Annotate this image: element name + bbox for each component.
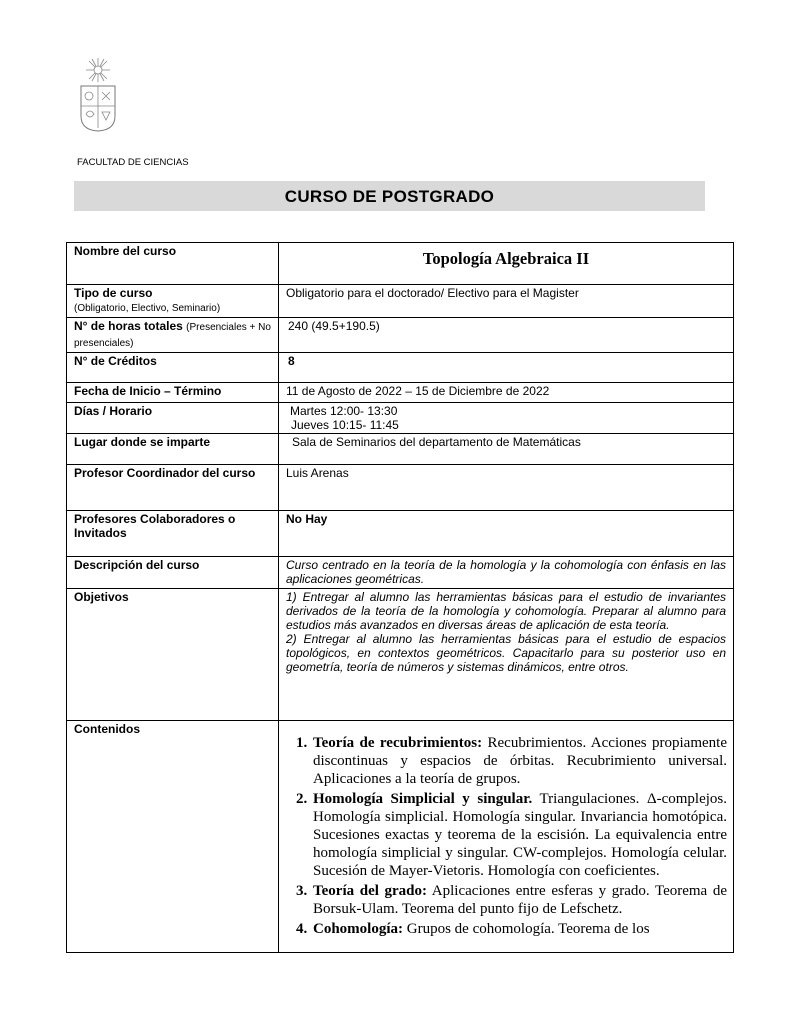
hours-label	[67, 318, 279, 353]
course-info-table	[66, 242, 734, 953]
place-label: Lugar donde se imparte	[67, 434, 279, 465]
table-row	[67, 721, 734, 953]
collaborators-value: No Hay	[279, 511, 734, 557]
table-row	[67, 353, 734, 383]
objective-1: 1) Entregar al alumno las herramientas básicas para el estudio de invariantes derivados de la teoría de la homología y cohomología. Preparar al alumno para estudios más avanzados en diversas áreas de aplicación de esta teoría.	[286, 590, 726, 632]
dates-label: Fecha de Inicio – Término	[67, 383, 279, 403]
course-name-label: Nombre del curso	[67, 243, 279, 285]
list-item	[311, 734, 727, 788]
objectives-cell	[279, 589, 734, 721]
description-label: Descripción del curso	[67, 557, 279, 589]
list-item	[311, 920, 727, 938]
content-text: Grupos de cohomología. Teorema de los	[403, 921, 650, 937]
content-title: Teoría de recubrimientos:	[313, 735, 483, 751]
faculty-name: FACULTAD DE CIENCIAS	[77, 157, 189, 168]
content-text: Triangulaciones. Δ-complejos. Homología simplicial. Homología singular. Invariancia homotópica. Sucesiones exactas y teorema de la escisión. La equivalencia entre homología simplicial y singular. CW-complejos. Homología celular. Sucesión de Mayer-Vietoris. Homología con coeficientes.	[313, 791, 727, 879]
schedule-label: Días / Horario	[67, 403, 279, 434]
content-title: Teoría del grado:	[313, 883, 428, 899]
hours-label-text: N° de horas totales	[74, 319, 183, 333]
content-title: Homología Simplicial y singular.	[313, 791, 533, 807]
content-title: Cohomología:	[313, 921, 403, 937]
table-row	[67, 383, 734, 403]
table-row	[67, 403, 734, 434]
objective-2: 2) Entregar al alumno las herramientas básicas para el estudio de espacios topológicos, en contextos geométricos. Capacitarlo para su posterior uso en geometría, teoría de números y sistemas dinámicos, entre otros.	[286, 632, 726, 674]
credits-value: 8	[279, 353, 734, 383]
coordinator-label: Profesor Coordinador del curso	[67, 465, 279, 511]
table-row	[67, 589, 734, 721]
contents-list	[286, 734, 727, 938]
credits-label: N° de Créditos	[67, 353, 279, 383]
table-row	[67, 434, 734, 465]
course-type-sublabel: (Obligatorio, Electivo, Seminario)	[74, 303, 221, 314]
schedule-cell	[279, 403, 734, 434]
list-item	[311, 882, 727, 918]
course-type-label	[67, 285, 279, 318]
collaborators-label: Profesores Colaboradores o Invitados	[67, 511, 279, 557]
table-row	[67, 465, 734, 511]
content-text: Recubrimientos. Acciones propiamente discontinuas y espacios de órbitas. Recubrimiento universal. Aplicaciones a la teoría de grupos.	[313, 735, 727, 787]
course-name-cell	[279, 243, 734, 285]
course-name-value: Topología Algebraica II	[422, 249, 590, 268]
place-value: Sala de Seminarios del departamento de Matemáticas	[279, 434, 734, 465]
page-title: CURSO DE POSTGRADO	[74, 181, 705, 211]
university-seal-icon	[78, 56, 118, 132]
table-row	[67, 318, 734, 353]
content-text: Aplicaciones entre esferas y grado. Teorema de Borsuk-Ulam. Teorema del punto fijo de Lefschetz.	[313, 883, 727, 917]
schedule-line-1: Martes 12:00- 13:30	[290, 404, 398, 418]
hours-sublabel: (Presenciales + No presenciales)	[74, 322, 271, 349]
table-row	[67, 243, 734, 285]
hours-value: 240 (49.5+190.5)	[279, 318, 734, 353]
course-type-value: Obligatorio para el doctorado/ Electivo para el Magister	[279, 285, 734, 318]
course-type-label-text: Tipo de curso	[74, 286, 153, 300]
coordinator-value: Luis Arenas	[279, 465, 734, 511]
objectives-label: Objetivos	[67, 589, 279, 721]
description-value: Curso centrado en la teoría de la homología y la cohomología con énfasis en las aplicaciones geométricas.	[279, 557, 734, 589]
table-row	[67, 285, 734, 318]
table-row	[67, 557, 734, 589]
schedule-line-2: Jueves 10:15- 11:45	[291, 418, 399, 432]
contents-label: Contenidos	[67, 721, 279, 953]
dates-value: 11 de Agosto de 2022 – 15 de Diciembre de 2022	[279, 383, 734, 403]
list-item	[311, 790, 727, 880]
contents-cell	[279, 721, 734, 953]
table-row	[67, 511, 734, 557]
